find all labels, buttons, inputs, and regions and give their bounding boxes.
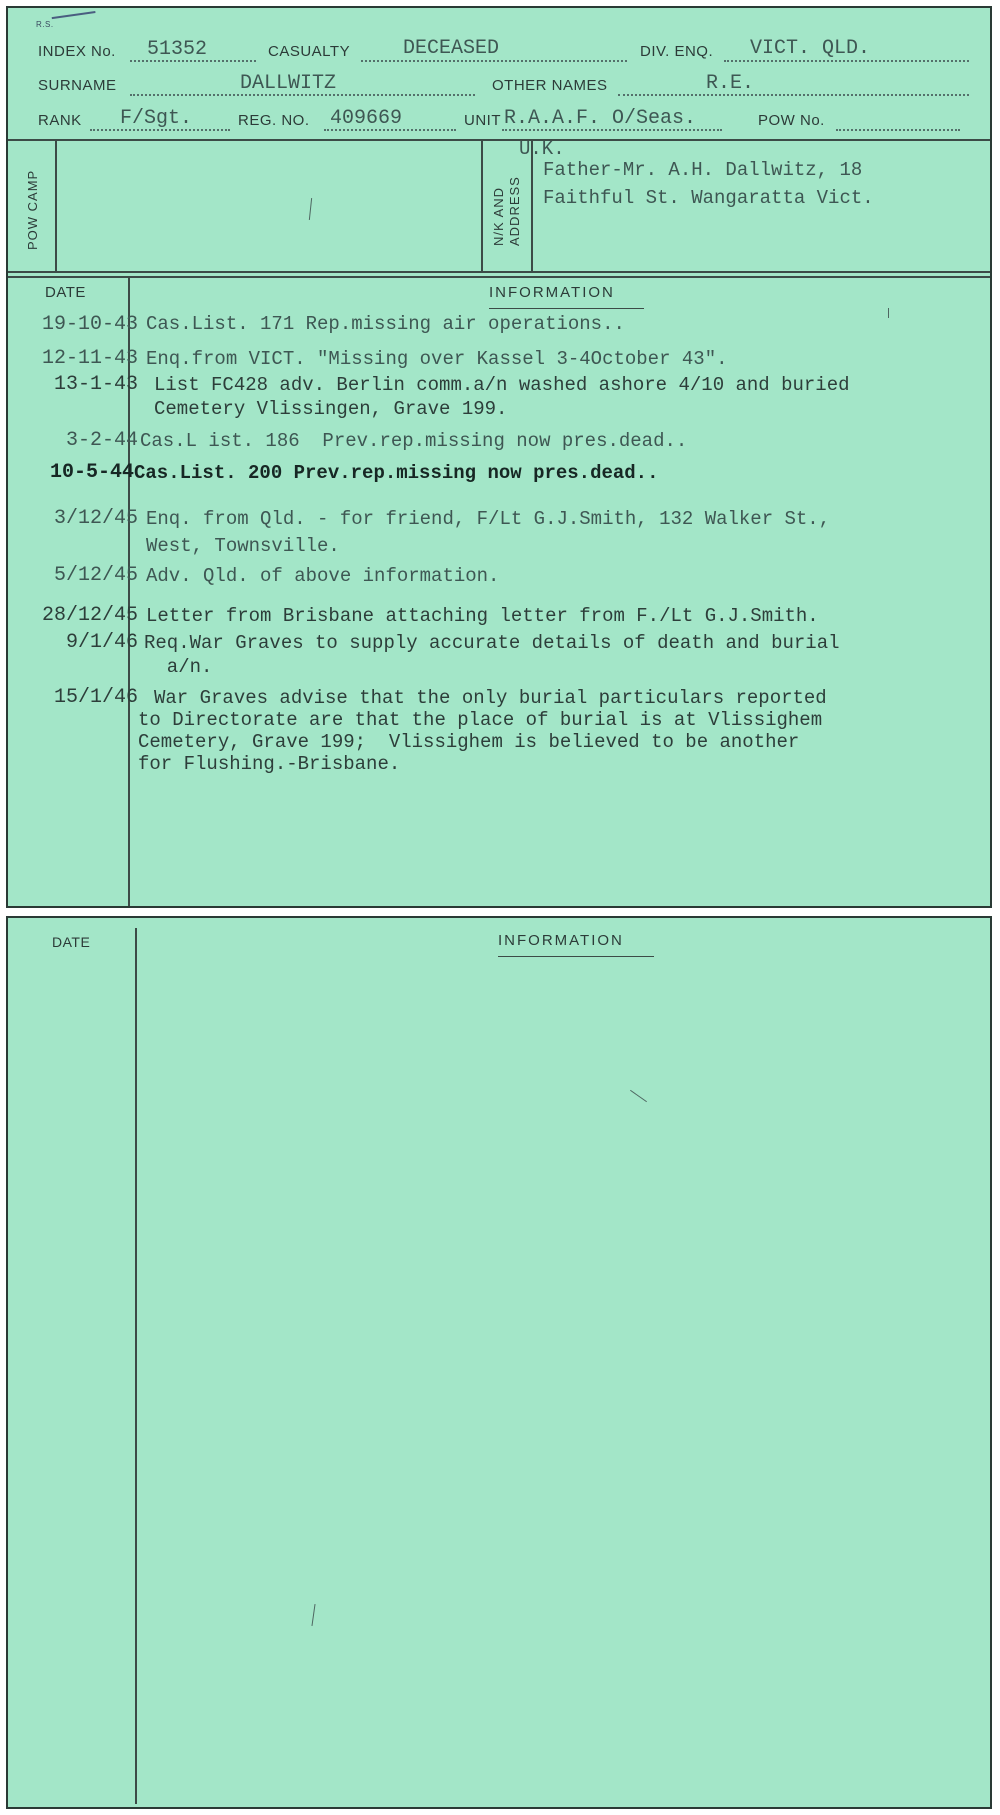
entry-text: Cemetery Vlissingen, Grave 199. — [154, 398, 508, 420]
rank-value: F/Sgt. — [120, 107, 193, 130]
nok-line: Father-Mr. A.H. Dallwitz, 18 — [543, 159, 863, 181]
pencil-mark — [630, 1090, 647, 1102]
entry-date: 9/1/46 — [65, 631, 138, 654]
date-column-divider — [135, 928, 137, 1804]
entry-text: Letter from Brisbane attaching letter from F./Lt G.J.Smith. — [146, 605, 819, 627]
div-enq-label: DIV. ENQ. — [640, 43, 714, 60]
entry-date: 3/12/45 — [53, 507, 138, 530]
nok-label-1: N/K AND — [491, 186, 506, 246]
entry-text: List FC428 adv. Berlin comm.a/n washed ashore 4/10 and buried — [154, 374, 850, 396]
date-header: DATE — [52, 934, 91, 950]
header-underline — [489, 308, 644, 309]
entry-text: a/n. — [144, 656, 213, 678]
nok-line: Faithful St. Wangaratta Vict. — [543, 187, 874, 209]
entry-date: 19-10-43 — [41, 313, 138, 336]
casualty-value: DECEASED — [403, 37, 500, 60]
div-enq-value: VICT. QLD. — [750, 37, 871, 60]
index-no-label: INDEX No. — [38, 43, 116, 60]
entry-text: Cemetery, Grave 199; Vlissighem is believed to be another — [138, 731, 800, 753]
divider-line — [481, 139, 483, 271]
divider-line — [55, 139, 57, 271]
entry-text: Req.War Graves to supply accurate details of death and burial — [144, 632, 840, 654]
entry-date: 10-5-44 — [49, 461, 134, 484]
unit-label: UNIT — [464, 112, 501, 129]
date-header: DATE — [45, 284, 86, 301]
entry-text: Cas.L ist. 186 Prev.rep.missing now pres.dead.. — [140, 430, 688, 452]
divider-line — [8, 276, 990, 278]
entry-text: Enq. from Qld. - for friend, F/Lt G.J.Smith, 132 Walker St., — [146, 508, 831, 530]
pencil-mark — [309, 198, 312, 220]
date-column-divider — [128, 276, 130, 906]
pencil-mark — [888, 308, 889, 318]
entry-date: 12-11-43 — [41, 347, 138, 370]
nok-line: U.K. — [519, 138, 565, 160]
information-header: INFORMATION — [489, 284, 615, 301]
unit-value: R.A.A.F. O/Seas. — [504, 107, 697, 130]
record-card-front — [6, 6, 992, 908]
pow-no-label: POW No. — [758, 112, 825, 129]
index-no-value: 51352 — [147, 38, 208, 61]
entry-text: Adv. Qld. of above information. — [146, 565, 500, 587]
other-names-value: R.E. — [706, 72, 755, 95]
entry-date: 5/12/45 — [53, 564, 138, 587]
divider-line — [8, 139, 990, 141]
record-card-back — [6, 916, 992, 1809]
entry-date: 15/1/46 — [53, 686, 138, 709]
entry-text: Cas.List. 200 Prev.rep.missing now pres.dead.. — [134, 462, 659, 484]
entry-date: 13-1-43 — [53, 373, 138, 396]
entry-text: West, Townsville. — [146, 535, 340, 557]
corner-note: R.S. — [36, 20, 54, 29]
entry-text: Enq.from VICT. "Missing over Kassel 3-4October 43". — [146, 348, 728, 370]
surname-label: SURNAME — [38, 77, 117, 94]
casualty-label: CASUALTY — [268, 43, 351, 60]
ink-scribble-mark — [52, 11, 97, 25]
entry-text: for Flushing.-Brisbane. — [138, 753, 401, 775]
reg-no-value: 409669 — [330, 107, 403, 130]
other-names-label: OTHER NAMES — [492, 77, 608, 94]
pencil-mark — [311, 1604, 315, 1626]
entry-date: 3-2-44 — [65, 429, 138, 452]
divider-line — [8, 271, 990, 273]
pow-camp-label: POW CAMP — [25, 169, 40, 250]
entry-text: Cas.List. 171 Rep.missing air operations.. — [146, 313, 625, 335]
entry-date: 28/12/45 — [41, 604, 138, 627]
entry-text: War Graves advise that the only burial particulars reported — [154, 687, 827, 709]
entry-text: to Directorate are that the place of burial is at Vlissighem — [138, 709, 823, 731]
surname-value: DALLWITZ — [240, 72, 337, 95]
reg-no-label: REG. NO. — [238, 112, 310, 129]
rank-label: RANK — [38, 112, 82, 129]
information-header: INFORMATION — [498, 932, 624, 949]
header-underline — [498, 956, 654, 957]
nok-label-2: ADDRESS — [507, 176, 522, 246]
